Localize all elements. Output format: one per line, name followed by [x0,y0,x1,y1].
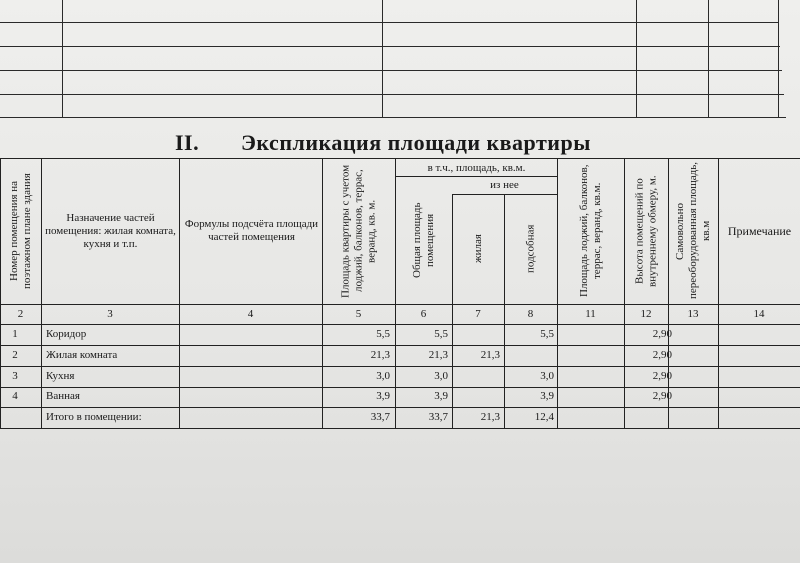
room-number: 4 [12,390,18,402]
room-auxiliary-area: 3,0 [540,370,554,382]
room-total-area: 21,3 [428,349,448,361]
header-of-which: из нее [490,179,519,191]
header-total-room-area: Общая площадь помещения [411,202,436,278]
header-room-number: Номер помещения на поэтажном плане здания [8,173,33,289]
room-auxiliary-area: 5,5 [540,328,554,340]
table-rule [0,366,800,367]
table-rule [636,0,637,117]
room-name: Жилая комната [46,349,118,361]
room-name: Ванная [46,390,80,402]
table-rule [0,70,782,71]
room-area: 3,0 [376,370,390,382]
section-title: Экспликация площади квартиры [241,130,591,155]
column-number: 4 [247,308,254,320]
column-number: 14 [753,308,765,320]
table-rule [0,117,786,118]
header-note: Примечание [727,223,792,238]
section-number: II. [175,130,200,155]
explication-table [0,158,800,430]
room-height: 2,90 [652,349,672,361]
table-rule [0,304,800,305]
column-number: 12 [640,308,652,320]
column-number: 11 [585,308,596,320]
column-number: 8 [527,308,534,320]
header-formulas: Формулы подсчёта площади частей помещения [184,218,319,243]
header-height: Высота помещений по внутреннему обмеру, м. [633,175,659,287]
table-rule [0,22,778,23]
table-rule [41,158,42,428]
column-number: 13 [687,308,699,320]
table-rule [0,428,800,429]
totals-living-area: 21,3 [480,411,500,423]
header-purpose: Назначение частей помещения: жилая комната, кухня и т.п. [45,211,176,250]
room-height: 2,90 [652,328,672,340]
header-loggia-area: Площадь лоджий, балконов, террас, веранд, кв.м. [578,164,603,298]
table-rule [179,158,180,428]
column-number: 3 [107,308,113,320]
totals-label: Итого в помещении: [46,411,142,423]
table-rule [382,0,383,117]
table-rule [0,324,800,325]
table-rule [0,345,800,346]
header-auxiliary: подсобная [524,224,537,274]
column-number: 6 [420,308,427,320]
column-number: 7 [475,308,481,320]
room-name: Коридор [46,328,87,340]
table-rule [0,94,784,95]
totals-area: 33,7 [370,411,390,423]
table-rule [0,387,800,388]
room-total-area: 3,9 [434,390,448,402]
table-rule [708,0,709,117]
room-height: 2,90 [652,390,672,402]
room-total-area: 5,5 [434,328,448,340]
header-including-area: в т.ч., площадь, кв.м. [427,161,526,174]
totals-auxiliary-area: 12,4 [534,411,554,423]
room-auxiliary-area: 3,9 [540,390,554,402]
header-living: жилая [472,234,484,264]
room-area: 21,3 [370,349,390,361]
room-area: 3,9 [376,390,390,402]
header-self-equipped: Самовольно переоборудованная площадь, кв.м [674,162,712,300]
header-area-with-loggias: Площадь квартиры с учетом лоджий, балконов, террас, веранд, кв. м. [339,164,378,298]
table-rule [0,158,800,159]
room-name: Кухня [46,370,75,382]
room-height: 2,90 [652,370,672,382]
room-number: 1 [12,328,18,340]
table-rule [0,46,780,47]
column-number: 5 [355,308,362,320]
room-number: 2 [12,349,18,361]
table-rule [62,0,63,117]
room-living-area: 21,3 [480,349,500,361]
room-area: 5,5 [376,328,390,340]
room-total-area: 3,0 [434,370,448,382]
column-number: 2 [17,308,24,320]
previous-table [0,0,800,120]
totals-total-area: 33,7 [428,411,448,423]
room-number: 3 [12,370,18,382]
section-heading [175,130,591,156]
table-rule [0,407,800,408]
table-rule [778,0,779,117]
